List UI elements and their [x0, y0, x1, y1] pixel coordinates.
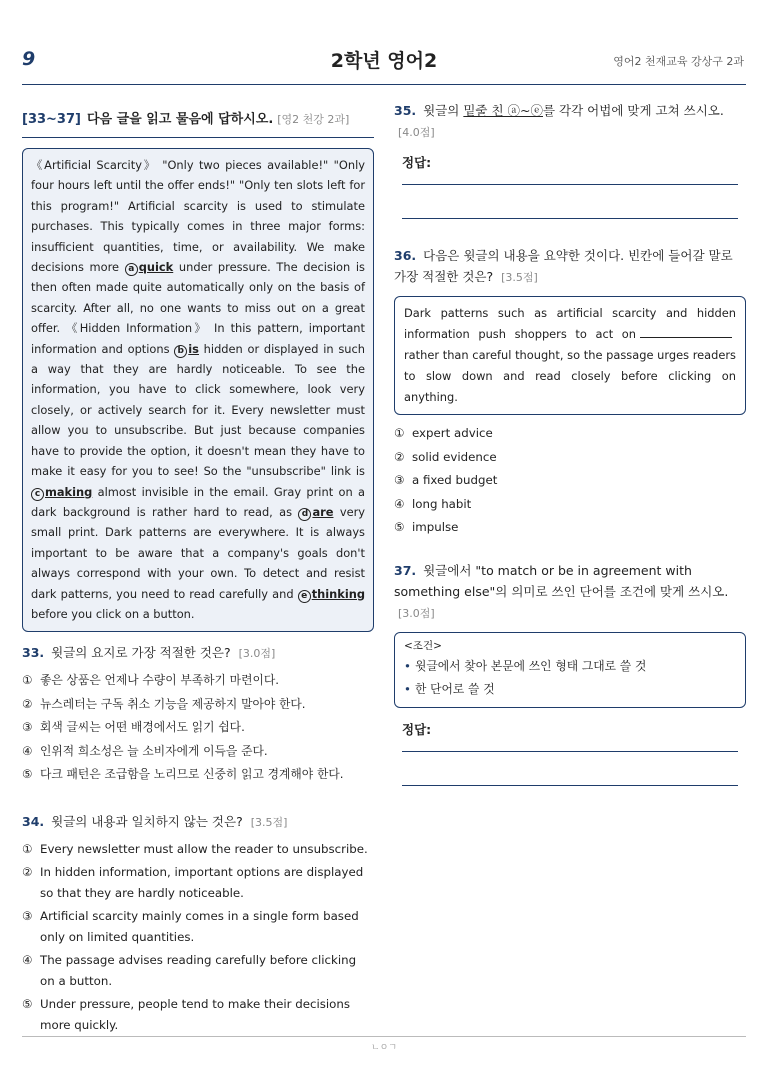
choice-number: ②: [22, 696, 33, 711]
question-number: 36.: [394, 248, 417, 263]
passage-text: under pressure. The decision is then often made quite automatically only on the basis of scarcity. After all, no one wants to miss out on a great offer. 《Hidden Information》 In this pattern, important information and options: [31, 260, 365, 356]
question-36: [394, 245, 746, 288]
question-points: [4.0점]: [398, 126, 435, 139]
choice-number: ③: [22, 720, 33, 735]
passage-text: hidden or displayed in such a way that they are hardly noticeable. To see the information, you have to click somewhere, look very closely, or actively search for it. Every newsletter must allow you to unsubscribe. But just because companies have to provide the option, it doesn't mean they have to make it easy for you to see! So the "unsubscribe" link is: [31, 341, 365, 479]
page-title: 2학년 영어2: [330, 50, 438, 72]
left-column: [22, 100, 374, 1038]
passage-text: very small print. Dark patterns are everywhere. It is always important to be aware that a company's goals don't always correspond with your own. To detect and resist dark patterns, you need to read carefully and: [31, 504, 366, 601]
choice-text: 인위적 희소성은 늘 소비자에게 이득을 준다.: [40, 743, 268, 758]
question-points: [3.5점]: [250, 815, 288, 829]
choices-33: [22, 670, 374, 785]
footer-divider: [22, 1036, 746, 1037]
question-number: 34.: [22, 813, 45, 829]
choice-number: ①: [22, 673, 33, 688]
question-text: 다음은 윗글의 내용을 요약한 것이다. 빈칸에 들어갈 말로 가장 적절한 것은?: [394, 248, 733, 284]
choice-number: ①: [22, 841, 33, 856]
choice-item[interactable]: [22, 906, 374, 947]
choice-number: ①: [394, 426, 405, 440]
passage-text: almost invisible in the email. Gray print on a dark background is rather hard to read, as: [31, 484, 365, 519]
choice-text: Under pressure, people tend to make their decisions more quickly.: [40, 997, 350, 1032]
section-range: [33~37]: [22, 112, 81, 127]
choice-text: solid evidence: [412, 449, 497, 464]
summary-text: Dark patterns such as artificial scarcity and hidden information push shoppers to act on: [404, 306, 736, 341]
answer-label: 정답:: [402, 155, 432, 170]
choice-item[interactable]: [394, 423, 746, 444]
choice-text: impulse: [412, 520, 459, 534]
question-35: [394, 100, 746, 143]
marked-word-b: is: [188, 341, 199, 356]
question-underlined-text: 밑줄 친 ⓐ~ⓔ: [463, 103, 543, 118]
question-33: [22, 642, 374, 664]
question-points: [3.0점]: [238, 647, 276, 661]
choice-text: 좋은 상품은 언제나 수량이 부족하기 마련이다.: [40, 673, 280, 688]
section-source: [영2 천강 2과]: [277, 113, 350, 126]
choice-number: ④: [22, 953, 33, 968]
condition-box: [394, 632, 746, 708]
section-instruction: 다음 글을 읽고 물음에 답하시오.: [86, 112, 274, 127]
choice-number: ⑤: [394, 520, 405, 534]
answer-label: 정답:: [402, 721, 432, 737]
choice-item[interactable]: [22, 839, 374, 860]
choice-item[interactable]: [22, 862, 374, 903]
choice-item[interactable]: [22, 717, 374, 738]
marker-a: a: [125, 263, 138, 276]
choice-item[interactable]: [22, 994, 374, 1035]
footer-text: ㄴㅇㄱ: [370, 1043, 398, 1053]
summary-box: [394, 296, 746, 415]
condition-text: 윗글에서 찾아 본문에 쓰인 형태 그대로 쓸 것: [414, 658, 647, 673]
choice-text: Every newsletter must allow the reader to unsubscribe.: [40, 841, 368, 856]
choice-text: 뉴스레터는 구독 취소 기능을 제공하지 말아야 한다.: [40, 696, 306, 711]
answer-line[interactable]: [402, 738, 738, 752]
choice-text: long habit: [412, 496, 472, 511]
choice-text: a fixed budget: [412, 473, 498, 487]
marked-word-d: are: [312, 504, 334, 519]
choice-item[interactable]: [22, 670, 374, 691]
choice-item[interactable]: [394, 517, 746, 538]
question-text: 윗글에서 "to match or be in agreement with something else"의 의미로 쓰인 단어를 조건에 맞게 쓰시오.: [394, 562, 729, 599]
condition-title: <조건>: [404, 639, 442, 652]
question-text: 윗글의 내용과 일치하지 않는 것은?: [51, 813, 243, 829]
condition-item: [404, 678, 736, 701]
choice-item[interactable]: [394, 470, 746, 491]
marker-b: b: [174, 345, 187, 358]
condition-text: 한 단어로 쓸 것: [414, 681, 495, 696]
fill-blank[interactable]: [640, 328, 732, 338]
answer-line[interactable]: [402, 772, 738, 786]
bullet-icon: •: [404, 681, 411, 696]
choice-item[interactable]: [394, 447, 746, 468]
choice-text: 다크 패턴은 조급함을 노리므로 신중히 읽고 경계해야 한다.: [40, 767, 344, 782]
question-37: [394, 560, 746, 624]
reading-passage: [22, 148, 374, 632]
choice-text: Artificial scarcity mainly comes in a single form based only on limited quantities.: [40, 909, 359, 944]
page-subtitle: 영어2 천재교육 강상구 2과: [613, 55, 744, 68]
question-text: 윗글의: [423, 103, 464, 118]
choice-text: The passage advises reading carefully before clicking on a button.: [40, 953, 357, 988]
choice-item[interactable]: [22, 741, 374, 762]
question-points: [3.0점]: [398, 606, 435, 620]
choice-number: ④: [22, 743, 33, 758]
choice-number: ⑤: [22, 997, 33, 1012]
choice-item[interactable]: [22, 694, 374, 715]
question-points: [3.5점]: [501, 271, 538, 284]
answer-line[interactable]: [402, 205, 738, 219]
condition-item: [404, 655, 736, 678]
choice-item[interactable]: [394, 494, 746, 515]
choice-text: In hidden information, important options are displayed so that they are hardly noticeable.: [40, 865, 364, 900]
choice-text: 회색 글씨는 어떤 배경에서도 읽기 쉽다.: [40, 720, 245, 735]
question-34: [22, 811, 374, 833]
choice-number: ③: [22, 909, 33, 924]
question-text: 를 각각 어법에 맞게 고쳐 쓰시오.: [543, 103, 724, 118]
marker-c: c: [31, 488, 44, 501]
choices-34: [22, 839, 374, 1036]
question-number: 33.: [22, 645, 45, 661]
question-text: 윗글의 요지로 가장 적절한 것은?: [51, 645, 231, 661]
page-number: 9: [22, 48, 36, 70]
choice-number: ②: [394, 449, 405, 464]
choice-item[interactable]: [22, 950, 374, 991]
marked-word-e: thinking: [311, 586, 365, 601]
choice-number: ③: [394, 473, 405, 487]
question-number: 35.: [394, 103, 417, 118]
marked-word-a: quick: [138, 260, 174, 275]
choice-item[interactable]: [22, 764, 374, 785]
choices-36: [394, 423, 746, 538]
right-column: [394, 100, 746, 786]
marker-d: d: [298, 508, 311, 521]
passage-text: 《Artificial Scarcity》 "Only two pieces available!" "Only four hours left until the offer ends!" "Only ten slots left for this program!" Artificial scarcity is used to stimulate purchases. This typically comes in three major forms: insufficient quantities, time, or availability. We make decisions more: [31, 158, 365, 275]
summary-text: rather than careful thought, so the passage urges readers to slow down and read closely before clicking on anything.: [404, 348, 736, 404]
passage-text: before you click on a button.: [31, 606, 195, 621]
section-heading: [22, 100, 374, 138]
header-divider: [22, 84, 746, 85]
choice-number: ⑤: [22, 767, 33, 782]
choice-text: expert advice: [412, 426, 493, 440]
marked-word-c: making: [45, 484, 93, 499]
marker-e: e: [298, 590, 311, 603]
question-number: 37.: [394, 562, 417, 578]
choice-number: ④: [394, 496, 405, 511]
choice-number: ②: [22, 865, 33, 880]
bullet-icon: •: [404, 658, 411, 673]
answer-line[interactable]: [402, 171, 738, 185]
